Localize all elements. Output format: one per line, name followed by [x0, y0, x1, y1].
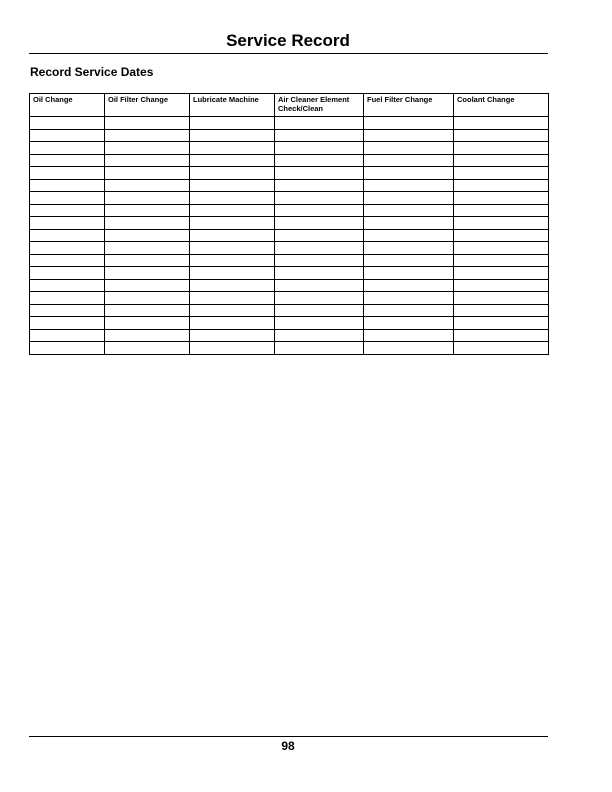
table-cell[interactable] — [190, 129, 275, 142]
table-cell[interactable] — [454, 329, 549, 342]
column-header-air-cleaner-element: Air Cleaner Element Check/Clean — [275, 94, 364, 117]
table-row — [30, 254, 549, 267]
table-row — [30, 217, 549, 230]
table-cell[interactable] — [30, 329, 105, 342]
table-cell[interactable] — [190, 267, 275, 280]
table-cell[interactable] — [275, 229, 364, 242]
table-row — [30, 279, 549, 292]
table-cell[interactable] — [30, 242, 105, 255]
table-cell[interactable] — [275, 329, 364, 342]
column-header-coolant-change: Coolant Change — [454, 94, 549, 117]
table-cell[interactable] — [190, 292, 275, 305]
table-row — [30, 129, 549, 142]
table-cell[interactable] — [364, 117, 454, 130]
table-cell[interactable] — [30, 179, 105, 192]
table-cell[interactable] — [105, 304, 190, 317]
table-cell[interactable] — [30, 292, 105, 305]
table-cell[interactable] — [30, 142, 105, 155]
table-cell[interactable] — [364, 154, 454, 167]
table-cell[interactable] — [454, 204, 549, 217]
table-cell[interactable] — [364, 217, 454, 230]
table-cell[interactable] — [454, 154, 549, 167]
table-cell[interactable] — [275, 342, 364, 355]
table-cell[interactable] — [190, 342, 275, 355]
table-cell[interactable] — [30, 317, 105, 330]
table-cell[interactable] — [454, 304, 549, 317]
table-cell[interactable] — [454, 192, 549, 205]
table-cell[interactable] — [30, 254, 105, 267]
table-cell[interactable] — [275, 292, 364, 305]
table-cell[interactable] — [364, 317, 454, 330]
table-cell[interactable] — [30, 192, 105, 205]
table-cell[interactable] — [364, 204, 454, 217]
table-cell[interactable] — [105, 142, 190, 155]
table-row — [30, 292, 549, 305]
table-cell[interactable] — [275, 167, 364, 180]
table-cell[interactable] — [454, 254, 549, 267]
table-cell[interactable] — [364, 304, 454, 317]
table-cell[interactable] — [105, 267, 190, 280]
table-cell[interactable] — [190, 167, 275, 180]
table-cell[interactable] — [105, 217, 190, 230]
table-cell[interactable] — [454, 242, 549, 255]
table-cell[interactable] — [105, 229, 190, 242]
table-cell[interactable] — [454, 117, 549, 130]
table-cell[interactable] — [190, 304, 275, 317]
table-cell[interactable] — [105, 317, 190, 330]
footer-divider — [29, 736, 548, 737]
table-row — [30, 267, 549, 280]
table-cell[interactable] — [364, 279, 454, 292]
table-cell[interactable] — [190, 229, 275, 242]
column-header-fuel-filter-change: Fuel Filter Change — [364, 94, 454, 117]
table-cell[interactable] — [30, 217, 105, 230]
table-row — [30, 304, 549, 317]
table-cell[interactable] — [364, 329, 454, 342]
table-row — [30, 229, 549, 242]
table-cell[interactable] — [105, 342, 190, 355]
table-row — [30, 242, 549, 255]
table-cell[interactable] — [364, 179, 454, 192]
table-cell[interactable] — [105, 192, 190, 205]
table-cell[interactable] — [364, 292, 454, 305]
table-cell[interactable] — [105, 179, 190, 192]
table-row — [30, 142, 549, 155]
table-cell[interactable] — [364, 254, 454, 267]
table-cell[interactable] — [190, 179, 275, 192]
table-cell[interactable] — [275, 192, 364, 205]
table-cell[interactable] — [30, 167, 105, 180]
table-cell[interactable] — [275, 154, 364, 167]
table-cell[interactable] — [30, 117, 105, 130]
table-cell[interactable] — [454, 317, 549, 330]
table-cell[interactable] — [275, 179, 364, 192]
table-cell[interactable] — [454, 292, 549, 305]
table-row — [30, 192, 549, 205]
table-cell[interactable] — [454, 142, 549, 155]
table-cell[interactable] — [275, 304, 364, 317]
table-cell[interactable] — [454, 129, 549, 142]
table-cell[interactable] — [364, 267, 454, 280]
column-header-lubricate-machine: Lubricate Machine — [190, 94, 275, 117]
table-cell[interactable] — [275, 279, 364, 292]
column-header-oil-change: Oil Change — [30, 94, 105, 117]
table-row — [30, 204, 549, 217]
table-cell[interactable] — [275, 254, 364, 267]
table-row — [30, 342, 549, 355]
table-cell[interactable] — [364, 242, 454, 255]
table-cell[interactable] — [190, 254, 275, 267]
table-cell[interactable] — [454, 342, 549, 355]
table-cell[interactable] — [190, 204, 275, 217]
table-cell[interactable] — [30, 154, 105, 167]
table-cell[interactable] — [105, 279, 190, 292]
table-cell[interactable] — [30, 304, 105, 317]
table-cell[interactable] — [30, 129, 105, 142]
table-cell[interactable] — [454, 279, 549, 292]
table-cell[interactable] — [105, 154, 190, 167]
table-row — [30, 179, 549, 192]
header-divider — [29, 53, 548, 54]
table-cell[interactable] — [190, 154, 275, 167]
table-cell[interactable] — [190, 142, 275, 155]
table-cell[interactable] — [30, 279, 105, 292]
table-cell[interactable] — [275, 142, 364, 155]
table-cell[interactable] — [364, 342, 454, 355]
table-cell[interactable] — [105, 129, 190, 142]
table-cell[interactable] — [190, 317, 275, 330]
table-cell[interactable] — [454, 217, 549, 230]
table-body — [30, 117, 549, 355]
page-title: Service Record — [226, 31, 350, 50]
service-record-table — [29, 93, 549, 355]
table-cell[interactable] — [105, 204, 190, 217]
section-heading: Record Service Dates — [30, 65, 154, 79]
table-cell[interactable] — [30, 204, 105, 217]
page-number: 98 — [281, 739, 295, 753]
table-cell[interactable] — [275, 267, 364, 280]
table-cell[interactable] — [105, 167, 190, 180]
table-cell[interactable] — [275, 242, 364, 255]
table-cell[interactable] — [190, 279, 275, 292]
table-cell[interactable] — [105, 242, 190, 255]
table-cell[interactable] — [190, 192, 275, 205]
table-cell[interactable] — [190, 242, 275, 255]
table-cell[interactable] — [190, 329, 275, 342]
table-cell[interactable] — [364, 192, 454, 205]
table-cell[interactable] — [364, 229, 454, 242]
table-cell[interactable] — [454, 179, 549, 192]
table-cell[interactable] — [364, 167, 454, 180]
table-cell[interactable] — [275, 317, 364, 330]
table-row — [30, 329, 549, 342]
table-header-row — [30, 94, 549, 117]
table-row — [30, 167, 549, 180]
table-cell[interactable] — [275, 217, 364, 230]
table-cell[interactable] — [30, 229, 105, 242]
table-row — [30, 317, 549, 330]
table-cell[interactable] — [364, 142, 454, 155]
table-cell[interactable] — [105, 329, 190, 342]
table-cell[interactable] — [30, 342, 105, 355]
column-header-oil-filter-change: Oil Filter Change — [105, 94, 190, 117]
table-cell[interactable] — [454, 229, 549, 242]
table-cell[interactable] — [454, 267, 549, 280]
table-cell[interactable] — [364, 129, 454, 142]
table-cell[interactable] — [275, 129, 364, 142]
table-cell[interactable] — [105, 117, 190, 130]
table-cell[interactable] — [275, 117, 364, 130]
table-row — [30, 117, 549, 130]
table-cell[interactable] — [30, 267, 105, 280]
table-cell[interactable] — [105, 254, 190, 267]
table-cell[interactable] — [275, 204, 364, 217]
table-cell[interactable] — [190, 117, 275, 130]
table-row — [30, 154, 549, 167]
table-cell[interactable] — [454, 167, 549, 180]
table-cell[interactable] — [190, 217, 275, 230]
table-cell[interactable] — [105, 292, 190, 305]
